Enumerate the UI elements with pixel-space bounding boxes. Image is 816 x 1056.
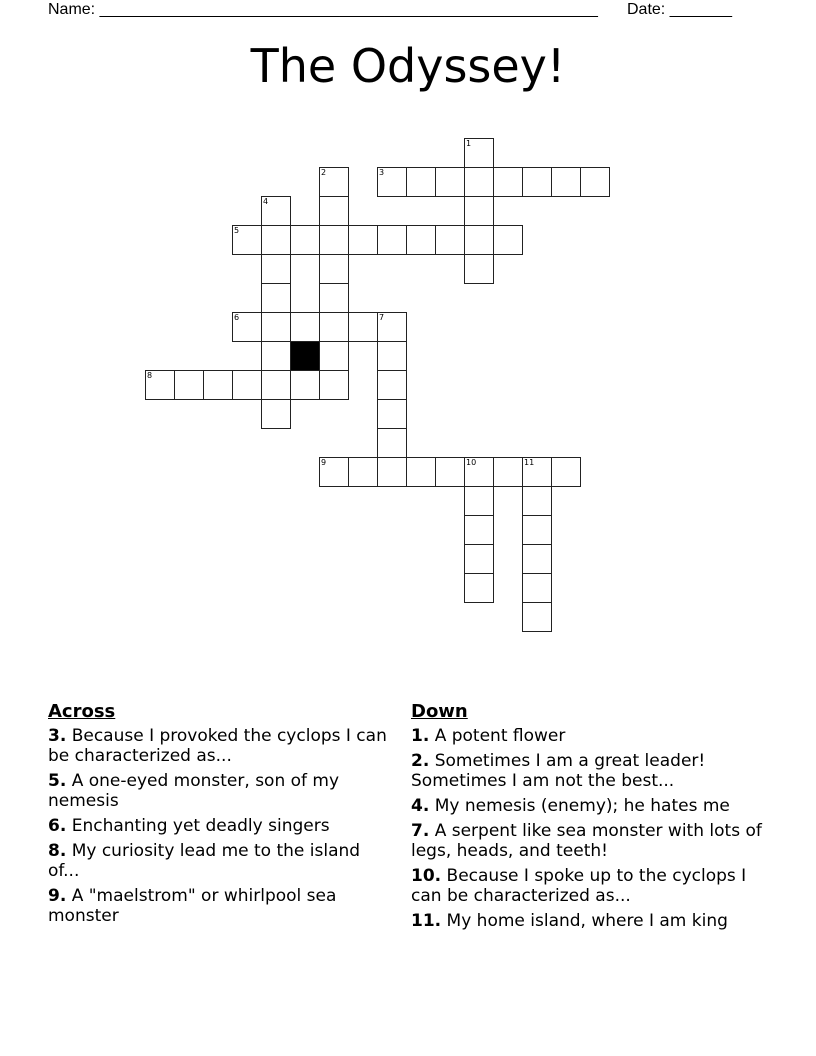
- clue-text: Because I provoked the cyclops I can be characterized as...: [48, 726, 387, 766]
- clue-text: Sometimes I am a great leader! Sometimes I am not the best...: [411, 751, 706, 791]
- grid-cell[interactable]: [377, 457, 407, 487]
- grid-cell[interactable]: [377, 341, 407, 371]
- clue-text: A serpent like sea monster with lots of legs, heads, and teeth!: [411, 821, 762, 861]
- grid-cell[interactable]: [348, 457, 378, 487]
- across-clue: [48, 816, 393, 836]
- clue-number: 8.: [48, 841, 67, 861]
- across-clue: [48, 886, 393, 926]
- grid-cell[interactable]: [464, 457, 494, 487]
- across-heading: Across: [48, 701, 116, 722]
- cell-number: 3: [379, 168, 385, 177]
- grid-cell[interactable]: [232, 312, 262, 342]
- grid-cell[interactable]: [377, 399, 407, 429]
- cell-number: 9: [321, 458, 327, 467]
- grid-cell[interactable]: [464, 254, 494, 284]
- cell-number: 4: [263, 197, 269, 206]
- clue-text: My home island, where I am king: [446, 911, 728, 931]
- clue-text: Enchanting yet deadly singers: [71, 816, 330, 836]
- cell-number: 8: [147, 371, 153, 380]
- grid-cell[interactable]: [464, 196, 494, 226]
- grid-cell[interactable]: [319, 225, 349, 255]
- grid-cell[interactable]: [319, 283, 349, 313]
- grid-cell[interactable]: [522, 515, 552, 545]
- down-heading: Down: [411, 701, 468, 722]
- clue-number: 10.: [411, 866, 442, 886]
- cell-number: 7: [379, 313, 385, 322]
- clue-text: My curiosity lead me to the island of...: [48, 841, 361, 881]
- down-clue: [411, 751, 771, 791]
- across-clue: [48, 771, 393, 811]
- grid-cell[interactable]: [522, 602, 552, 632]
- clue-number: 9.: [48, 886, 67, 906]
- grid-cell[interactable]: [261, 312, 291, 342]
- grid-cell[interactable]: [406, 457, 436, 487]
- grid-cell[interactable]: [435, 167, 465, 197]
- across-clue: [48, 841, 393, 881]
- grid-cell[interactable]: [464, 486, 494, 516]
- grid-cell[interactable]: [261, 399, 291, 429]
- clue-text: Because I spoke up to the cyclops I can be characterized as...: [411, 866, 747, 906]
- grid-cell[interactable]: [464, 573, 494, 603]
- grid-cell[interactable]: [261, 370, 291, 400]
- grid-cell[interactable]: [493, 457, 523, 487]
- down-clue: [411, 866, 771, 906]
- across-clues: [48, 701, 393, 931]
- grid-cell[interactable]: [493, 225, 523, 255]
- grid-cell[interactable]: [406, 225, 436, 255]
- cell-number: 10: [466, 458, 477, 467]
- grid-cell[interactable]: [319, 370, 349, 400]
- grid-cell[interactable]: [551, 167, 581, 197]
- grid-cell[interactable]: [377, 370, 407, 400]
- grid-cell[interactable]: [348, 225, 378, 255]
- clue-number: 6.: [48, 816, 67, 836]
- grid-cell[interactable]: [522, 167, 552, 197]
- grid-cell[interactable]: [319, 167, 349, 197]
- cell-number: 5: [234, 226, 240, 235]
- down-clues: [411, 701, 771, 936]
- clue-number: 2.: [411, 751, 430, 771]
- grid-cell[interactable]: [493, 167, 523, 197]
- grid-cell[interactable]: [580, 167, 610, 197]
- grid-cell[interactable]: [290, 370, 320, 400]
- cell-number: 1: [466, 139, 472, 148]
- grid-cell[interactable]: [261, 196, 291, 226]
- grid-cell[interactable]: [377, 312, 407, 342]
- grid-cell[interactable]: [174, 370, 204, 400]
- grid-cell[interactable]: [348, 312, 378, 342]
- grid-cell[interactable]: [464, 167, 494, 197]
- clue-text: My nemesis (enemy); he hates me: [434, 796, 730, 816]
- clue-number: 5.: [48, 771, 67, 791]
- clue-text: A potent flower: [434, 726, 566, 746]
- clue-number: 1.: [411, 726, 430, 746]
- grid-cell[interactable]: [522, 486, 552, 516]
- grid-cell[interactable]: [522, 457, 552, 487]
- down-clue: [411, 821, 771, 861]
- grid-cell[interactable]: [319, 457, 349, 487]
- black-cell: [290, 341, 320, 371]
- grid-cell[interactable]: [464, 544, 494, 574]
- clue-text: A "maelstrom" or whirlpool sea monster: [48, 886, 337, 926]
- grid-cell[interactable]: [319, 196, 349, 226]
- grid-cell[interactable]: [261, 225, 291, 255]
- grid-cell[interactable]: [464, 138, 494, 168]
- grid-cell[interactable]: [261, 283, 291, 313]
- grid-cell[interactable]: [522, 573, 552, 603]
- grid-cell[interactable]: [551, 457, 581, 487]
- grid-cell[interactable]: [232, 370, 262, 400]
- grid-cell[interactable]: [232, 225, 262, 255]
- down-clue: [411, 911, 771, 931]
- clue-number: 11.: [411, 911, 442, 931]
- name-field: Name: ________________________________________________________: [48, 1, 598, 18]
- clue-number: 7.: [411, 821, 430, 841]
- grid-cell[interactable]: [261, 341, 291, 371]
- date-field: Date: _______: [627, 1, 732, 18]
- grid-cell[interactable]: [290, 225, 320, 255]
- grid-cell[interactable]: [377, 225, 407, 255]
- grid-cell[interactable]: [319, 341, 349, 371]
- grid-cell[interactable]: [464, 515, 494, 545]
- grid-cell[interactable]: [319, 254, 349, 284]
- down-clue: [411, 796, 771, 816]
- grid-cell[interactable]: [377, 167, 407, 197]
- grid-cell[interactable]: [261, 254, 291, 284]
- grid-cell[interactable]: [435, 457, 465, 487]
- clue-number: 4.: [411, 796, 430, 816]
- grid-cell[interactable]: [290, 312, 320, 342]
- grid-cell[interactable]: [464, 225, 494, 255]
- grid-cell[interactable]: [145, 370, 175, 400]
- clue-text: A one-eyed monster, son of my nemesis: [48, 771, 340, 811]
- cell-number: 6: [234, 313, 240, 322]
- grid-cell[interactable]: [377, 428, 407, 458]
- clue-number: 3.: [48, 726, 67, 746]
- page-title: The Odyssey!: [250, 39, 566, 93]
- across-clue: [48, 726, 393, 766]
- cell-number: 2: [321, 168, 327, 177]
- grid-cell[interactable]: [435, 225, 465, 255]
- grid-cell[interactable]: [406, 167, 436, 197]
- grid-cell[interactable]: [522, 544, 552, 574]
- grid-cell[interactable]: [203, 370, 233, 400]
- down-clue: [411, 726, 771, 746]
- cell-number: 11: [524, 458, 535, 467]
- grid-cell[interactable]: [319, 312, 349, 342]
